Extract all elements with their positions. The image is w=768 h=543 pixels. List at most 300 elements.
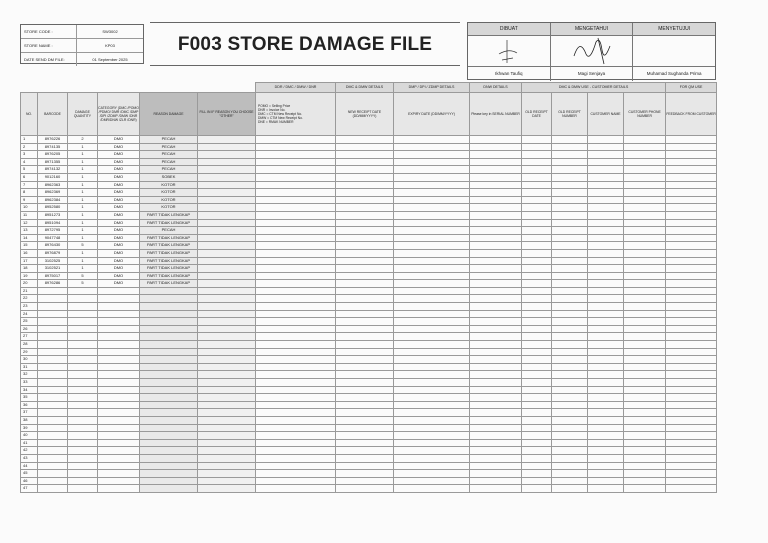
cell-empty [522, 439, 552, 447]
cell-barcode: 8976879 [38, 249, 68, 257]
cell-empty [552, 136, 588, 144]
cell-empty [198, 485, 256, 493]
cell-empty [522, 295, 552, 303]
cell-reason: PECAH [140, 227, 198, 235]
table-row [21, 341, 717, 349]
cell-empty [522, 462, 552, 470]
cell-empty [666, 136, 717, 144]
cell-category: DMO [98, 211, 140, 219]
cell-empty [522, 204, 552, 212]
table-row [21, 151, 717, 159]
cell-empty [336, 416, 394, 424]
table-row [21, 227, 717, 235]
cell-empty [198, 196, 256, 204]
cell-empty [256, 219, 336, 227]
cell-empty [522, 454, 552, 462]
cell-empty [552, 341, 588, 349]
cell-empty [666, 265, 717, 273]
table-row [21, 219, 717, 227]
cell-no: 12 [21, 219, 38, 227]
cell-empty [394, 348, 470, 356]
cell-empty [336, 181, 394, 189]
cell-empty [624, 379, 666, 387]
cell-qty: 1 [68, 265, 98, 273]
cell-empty [666, 227, 717, 235]
cell-qty [68, 341, 98, 349]
cell-empty [394, 280, 470, 288]
cell-empty [470, 386, 522, 394]
cell-empty [624, 257, 666, 265]
cell-empty [256, 485, 336, 493]
cell-empty [198, 143, 256, 151]
cell-empty [552, 485, 588, 493]
cell-empty [666, 242, 717, 250]
table-row [21, 136, 717, 144]
cell-empty [394, 409, 470, 417]
cell-empty [256, 181, 336, 189]
cell-empty [552, 439, 588, 447]
cell-empty [336, 166, 394, 174]
cell-empty [624, 303, 666, 311]
cell-empty [256, 189, 336, 197]
cell-empty [198, 219, 256, 227]
cell-no: 25 [21, 318, 38, 326]
cell-empty [470, 325, 522, 333]
table-row [21, 470, 717, 478]
cell-empty [624, 333, 666, 341]
cell-category [98, 333, 140, 341]
cell-empty [256, 401, 336, 409]
cell-no: 4 [21, 158, 38, 166]
cell-empty [624, 348, 666, 356]
cell-empty [470, 379, 522, 387]
cell-no: 2 [21, 143, 38, 151]
cell-empty [666, 477, 717, 485]
cell-empty [256, 287, 336, 295]
cell-barcode [38, 356, 68, 364]
col-header-customer-phone: CUSTOMER PHONE NUMBER [624, 93, 666, 136]
cell-empty [336, 189, 394, 197]
cell-empty [470, 181, 522, 189]
cell-empty [588, 477, 624, 485]
cell-empty [666, 447, 717, 455]
table-row [21, 386, 717, 394]
cell-empty [552, 189, 588, 197]
cell-empty [336, 234, 394, 242]
cell-category [98, 325, 140, 333]
cell-empty [336, 409, 394, 417]
cell-empty [552, 416, 588, 424]
cell-empty [552, 462, 588, 470]
col-header-barcode: BARCODE [38, 93, 68, 136]
cell-qty [68, 363, 98, 371]
cell-empty [394, 242, 470, 250]
cell-no: 21 [21, 287, 38, 295]
cell-reason [140, 379, 198, 387]
cell-empty [624, 166, 666, 174]
cell-empty [394, 136, 470, 144]
cell-empty [198, 409, 256, 417]
cell-empty [394, 227, 470, 235]
cell-empty [522, 333, 552, 341]
cell-empty [198, 379, 256, 387]
cell-no: 37 [21, 409, 38, 417]
cell-empty [552, 158, 588, 166]
cell-reason [140, 356, 198, 364]
cell-empty [336, 424, 394, 432]
cell-empty [522, 181, 552, 189]
cell-barcode [38, 363, 68, 371]
cell-empty [470, 462, 522, 470]
cell-empty [522, 173, 552, 181]
cell-category: DMO [98, 204, 140, 212]
cell-empty [470, 166, 522, 174]
cell-no: 19 [21, 272, 38, 280]
table-row [21, 432, 717, 440]
cell-reason: PART TIDAK LENGKAP [140, 280, 198, 288]
cell-empty [624, 386, 666, 394]
cell-empty [256, 462, 336, 470]
cell-empty [624, 363, 666, 371]
cell-no: 32 [21, 371, 38, 379]
cell-empty [588, 173, 624, 181]
cell-category [98, 470, 140, 478]
cell-empty [588, 181, 624, 189]
cell-no: 30 [21, 356, 38, 364]
cell-empty [256, 447, 336, 455]
table-row [21, 295, 717, 303]
signature-header-mengetahui: MENGETAHUI [551, 23, 634, 35]
cell-empty [394, 249, 470, 257]
cell-reason: PART TIDAK LENGKAP [140, 211, 198, 219]
cell-empty [336, 219, 394, 227]
cell-empty [256, 151, 336, 159]
cell-empty [666, 204, 717, 212]
cell-empty [624, 219, 666, 227]
cell-no: 39 [21, 424, 38, 432]
cell-empty [522, 303, 552, 311]
cell-empty [336, 295, 394, 303]
cell-empty [198, 325, 256, 333]
cell-empty [336, 303, 394, 311]
cell-empty [552, 386, 588, 394]
cell-qty [68, 333, 98, 341]
cell-empty [256, 196, 336, 204]
cell-empty [198, 356, 256, 364]
cell-reason: PECAH [140, 158, 198, 166]
cell-empty [624, 432, 666, 440]
cell-empty [394, 287, 470, 295]
cell-empty [624, 424, 666, 432]
cell-empty [666, 363, 717, 371]
column-header-row [21, 93, 717, 136]
cell-empty [624, 287, 666, 295]
cell-empty [588, 363, 624, 371]
cell-empty [666, 485, 717, 493]
cell-qty [68, 348, 98, 356]
cell-empty [624, 325, 666, 333]
cell-empty [522, 401, 552, 409]
cell-qty [68, 447, 98, 455]
cell-empty [198, 318, 256, 326]
cell-barcode [38, 454, 68, 462]
cell-empty [256, 386, 336, 394]
cell-empty [470, 333, 522, 341]
cell-empty [394, 470, 470, 478]
cell-empty [198, 424, 256, 432]
cell-qty: 5 [68, 242, 98, 250]
cell-empty [198, 477, 256, 485]
cell-empty [198, 462, 256, 470]
cell-reason [140, 295, 198, 303]
col-header-qty: DAMAGE QUANTITY [68, 93, 98, 136]
cell-empty [470, 470, 522, 478]
table-row [21, 143, 717, 151]
cell-qty [68, 310, 98, 318]
cell-empty [394, 181, 470, 189]
cell-empty [394, 454, 470, 462]
cell-empty [588, 219, 624, 227]
col-header-serial: Please key in SERIAL NUMBER [470, 93, 522, 136]
cell-category [98, 394, 140, 402]
cell-empty [470, 356, 522, 364]
cell-empty [624, 196, 666, 204]
cell-barcode [38, 424, 68, 432]
cell-empty [624, 242, 666, 250]
cell-empty [256, 234, 336, 242]
cell-category: DMO [98, 234, 140, 242]
cell-no: 26 [21, 325, 38, 333]
cell-empty [624, 394, 666, 402]
cell-no: 3 [21, 151, 38, 159]
cell-empty [394, 265, 470, 273]
cell-empty [624, 227, 666, 235]
cell-empty [470, 485, 522, 493]
cell-empty [624, 158, 666, 166]
cell-empty [198, 386, 256, 394]
signature-dibuat [468, 36, 551, 66]
cell-reason: PART TIDAK LENGKAP [140, 272, 198, 280]
cell-empty [394, 341, 470, 349]
cell-empty [256, 348, 336, 356]
cell-empty [588, 462, 624, 470]
cell-empty [552, 303, 588, 311]
cell-empty [624, 234, 666, 242]
cell-no: 43 [21, 454, 38, 462]
col-header-feedback: FEEDBACK FROM CUSTOMER [666, 93, 717, 136]
cell-empty [394, 272, 470, 280]
cell-empty [256, 454, 336, 462]
cell-empty [198, 439, 256, 447]
cell-no: 46 [21, 477, 38, 485]
cell-qty: 1 [68, 211, 98, 219]
cell-empty [470, 280, 522, 288]
cell-empty [666, 151, 717, 159]
cell-empty [470, 234, 522, 242]
cell-empty [470, 158, 522, 166]
cell-empty [666, 303, 717, 311]
cell-empty [588, 189, 624, 197]
cell-empty [588, 432, 624, 440]
cell-empty [552, 394, 588, 402]
cell-empty [470, 173, 522, 181]
cell-qty [68, 386, 98, 394]
cell-empty [552, 143, 588, 151]
cell-empty [256, 363, 336, 371]
cell-barcode [38, 447, 68, 455]
cell-empty [256, 136, 336, 144]
cell-category [98, 303, 140, 311]
cell-empty [666, 439, 717, 447]
cell-qty: 2 [68, 136, 98, 144]
cell-empty [470, 265, 522, 273]
cell-empty [522, 219, 552, 227]
table-row [21, 272, 717, 280]
cell-reason: PART TIDAK LENGKAP [140, 257, 198, 265]
cell-barcode [38, 401, 68, 409]
cell-empty [256, 394, 336, 402]
cell-empty [394, 371, 470, 379]
cell-empty [588, 136, 624, 144]
cell-empty [470, 189, 522, 197]
cell-empty [198, 265, 256, 273]
cell-empty [336, 371, 394, 379]
cell-empty [666, 310, 717, 318]
cell-empty [522, 189, 552, 197]
cell-empty [666, 318, 717, 326]
cell-empty [588, 439, 624, 447]
cell-empty [394, 189, 470, 197]
cell-empty [470, 287, 522, 295]
cell-empty [470, 257, 522, 265]
cell-reason: PECAH [140, 166, 198, 174]
cell-empty [198, 341, 256, 349]
group-header-dmp: DMP / DPI / ZDMP DETAILS [394, 83, 470, 93]
store-info-box [20, 24, 144, 64]
cell-category [98, 432, 140, 440]
cell-empty [588, 379, 624, 387]
cell-barcode [38, 409, 68, 417]
cell-empty [624, 356, 666, 364]
cell-empty [470, 295, 522, 303]
cell-empty [256, 416, 336, 424]
cell-reason [140, 363, 198, 371]
cell-empty [336, 136, 394, 144]
cell-empty [198, 136, 256, 144]
cell-category: DMO [98, 136, 140, 144]
cell-qty [68, 394, 98, 402]
cell-no: 8 [21, 189, 38, 197]
cell-empty [470, 447, 522, 455]
cell-empty [522, 143, 552, 151]
cell-empty [588, 303, 624, 311]
cell-empty [666, 166, 717, 174]
cell-empty [336, 325, 394, 333]
cell-barcode [38, 310, 68, 318]
cell-empty [552, 242, 588, 250]
cell-empty [256, 318, 336, 326]
cell-reason: PART TIDAK LENGKAP [140, 265, 198, 273]
cell-qty [68, 325, 98, 333]
cell-empty [256, 325, 336, 333]
cell-qty [68, 356, 98, 364]
cell-empty [336, 318, 394, 326]
table-row [21, 371, 717, 379]
cell-qty: 1 [68, 196, 98, 204]
table-row [21, 303, 717, 311]
cell-empty [336, 386, 394, 394]
cell-empty [624, 470, 666, 478]
cell-qty [68, 303, 98, 311]
table-row [21, 204, 717, 212]
cell-empty [198, 333, 256, 341]
cell-qty: 5 [68, 280, 98, 288]
cell-reason: PECAH [140, 143, 198, 151]
cell-empty [394, 477, 470, 485]
table-row [21, 173, 717, 181]
table-row [21, 242, 717, 250]
cell-empty [198, 249, 256, 257]
cell-empty [394, 325, 470, 333]
cell-empty [470, 303, 522, 311]
group-header-blank [21, 83, 256, 93]
cell-category: DMO [98, 219, 140, 227]
cell-barcode: 8951094 [38, 219, 68, 227]
cell-empty [256, 173, 336, 181]
cell-empty [198, 234, 256, 242]
cell-category [98, 310, 140, 318]
cell-no: 13 [21, 227, 38, 235]
store-name-value: KP03 [105, 43, 115, 48]
cell-empty [624, 485, 666, 493]
cell-empty [666, 401, 717, 409]
cell-empty [256, 303, 336, 311]
cell-empty [470, 143, 522, 151]
table-row [21, 211, 717, 219]
signature-names [468, 67, 715, 81]
cell-empty [666, 189, 717, 197]
cell-empty [336, 401, 394, 409]
cell-category: DMO [98, 189, 140, 197]
cell-barcode [38, 295, 68, 303]
cell-reason [140, 409, 198, 417]
cell-empty [588, 227, 624, 235]
cell-empty [470, 227, 522, 235]
cell-no: 38 [21, 416, 38, 424]
cell-empty [624, 295, 666, 303]
cell-empty [624, 310, 666, 318]
cell-empty [522, 386, 552, 394]
cell-empty [394, 143, 470, 151]
cell-empty [552, 371, 588, 379]
cell-empty [552, 470, 588, 478]
cell-empty [588, 401, 624, 409]
signatory-name-2: Magi Senjaya [551, 67, 634, 81]
cell-qty [68, 287, 98, 295]
cell-empty [588, 257, 624, 265]
cell-qty: 1 [68, 158, 98, 166]
signature-headers [468, 23, 715, 36]
cell-empty [552, 211, 588, 219]
cell-empty [588, 470, 624, 478]
cell-empty [666, 158, 717, 166]
cell-empty [336, 249, 394, 257]
cell-empty [198, 166, 256, 174]
cell-empty [624, 477, 666, 485]
date-send-row [21, 53, 143, 66]
table-row [21, 416, 717, 424]
col-header-fill-in: FILL IN IF REASON YOU CHOOSE "OTHER" [198, 93, 256, 136]
